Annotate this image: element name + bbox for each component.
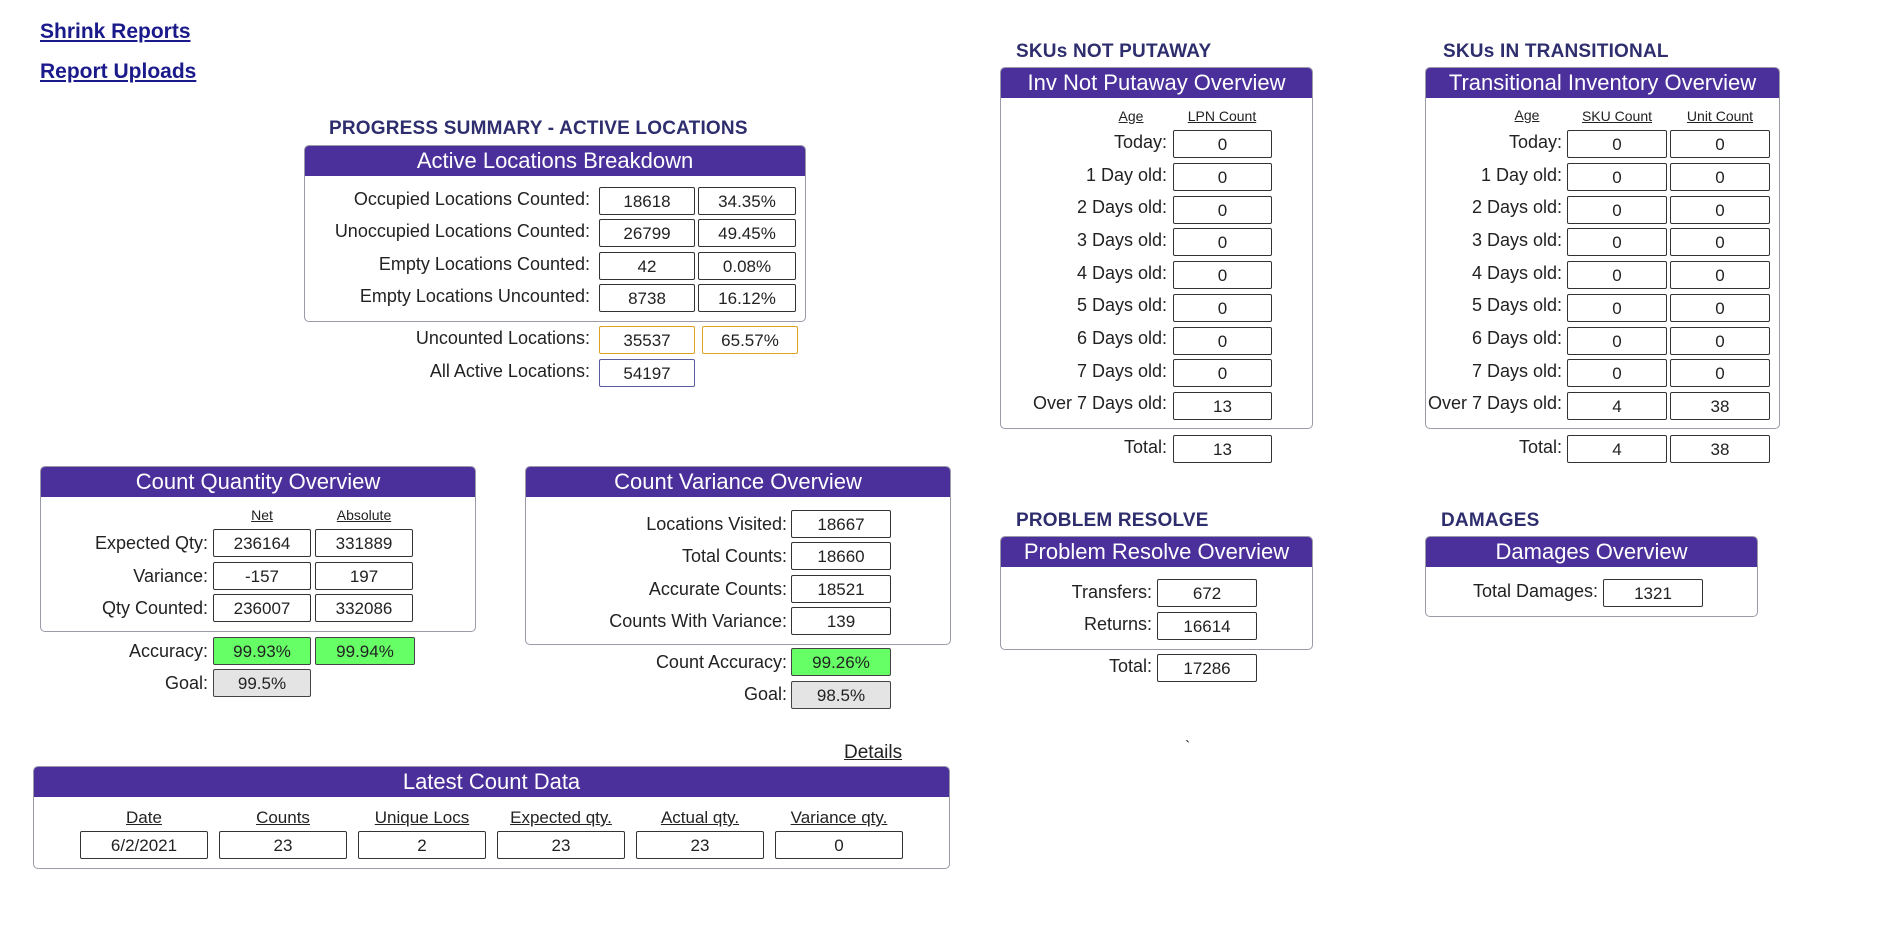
np-3days-value: 0	[1173, 228, 1272, 256]
np-6days-label: 6 Days old:	[1076, 328, 1167, 348]
occupied-counted-label: Occupied Locations Counted:	[353, 189, 590, 209]
expected-qty-label: Expected Qty:	[94, 533, 208, 553]
np-over7days-label: Over 7 Days old:	[1032, 393, 1167, 413]
tr-2days-unit: 0	[1670, 196, 1770, 224]
empty-uncounted-count: 8738	[599, 284, 695, 312]
unoccupied-counted-count: 26799	[599, 219, 695, 247]
tr-5days-label: 5 Days old:	[1471, 295, 1562, 315]
latest-expected-qty-value: 23	[497, 831, 625, 859]
tr-3days-unit: 0	[1670, 228, 1770, 256]
total-counts-label: Total Counts:	[681, 546, 787, 566]
tr-6days-label: 6 Days old:	[1471, 328, 1562, 348]
transfers-label: Transfers:	[1071, 582, 1152, 602]
count-quantity-header: Count Quantity Overview	[41, 467, 475, 497]
np-1day-value: 0	[1173, 163, 1272, 191]
transitional-col-age: Age	[1514, 107, 1540, 123]
tr-today-sku: 0	[1567, 130, 1667, 158]
latest-counts-value: 23	[219, 831, 347, 859]
count-variance-header: Count Variance Overview	[526, 467, 950, 497]
empty-counted-label: Empty Locations Counted:	[378, 254, 590, 274]
problem-resolve-title: PROBLEM RESOLVE	[1016, 510, 1209, 531]
tr-1day-sku: 0	[1567, 163, 1667, 191]
uncounted-locations-pct: 65.57%	[702, 326, 798, 354]
np-2days-label: 2 Days old:	[1076, 197, 1167, 217]
np-today-value: 0	[1173, 130, 1272, 158]
np-3days-label: 3 Days old:	[1076, 230, 1167, 250]
np-1day-label: 1 Day old:	[1085, 165, 1167, 185]
latest-col-date: Date	[126, 808, 162, 827]
qty-counted-label: Qty Counted:	[101, 598, 208, 618]
np-4days-value: 0	[1173, 261, 1272, 289]
tr-6days-sku: 0	[1567, 327, 1667, 355]
count-accuracy-label: Count Accuracy:	[655, 652, 787, 672]
variance-absolute: 197	[315, 562, 413, 590]
active-locations-header: Active Locations Breakdown	[305, 146, 805, 176]
counts-with-variance-value: 139	[791, 607, 891, 635]
not-putaway-title: SKUs NOT PUTAWAY	[1016, 41, 1212, 62]
variance-goal-label: Goal:	[743, 684, 787, 704]
transitional-col-sku: SKU Count	[1581, 108, 1653, 124]
tr-4days-sku: 0	[1567, 261, 1667, 289]
total-damages-value: 1321	[1603, 579, 1703, 607]
np-total-value: 13	[1173, 435, 1272, 463]
tr-over7days-unit: 38	[1670, 392, 1770, 420]
shrink-reports-link[interactable]: Shrink Reports	[40, 20, 191, 43]
latest-count-header: Latest Count Data	[34, 767, 949, 797]
tr-today-unit: 0	[1670, 130, 1770, 158]
total-counts-value: 18660	[791, 542, 891, 570]
tr-1day-unit: 0	[1670, 163, 1770, 191]
tr-today-label: Today:	[1508, 132, 1562, 152]
occupied-counted-pct: 34.35%	[698, 187, 796, 215]
accuracy-net: 99.93%	[213, 637, 311, 665]
damages-panel	[1425, 536, 1758, 617]
tr-over7days-sku: 4	[1567, 392, 1667, 420]
np-total-label: Total:	[1123, 437, 1167, 457]
np-7days-label: 7 Days old:	[1076, 361, 1167, 381]
latest-col-counts: Counts	[256, 808, 310, 827]
latest-col-variance-qty: Variance qty.	[790, 808, 888, 827]
tr-2days-sku: 0	[1567, 196, 1667, 224]
latest-col-actual-qty: Actual qty.	[660, 808, 740, 827]
all-active-locations-count: 54197	[599, 359, 695, 387]
np-5days-label: 5 Days old:	[1076, 295, 1167, 315]
qty-goal-value: 99.5%	[213, 669, 311, 697]
tr-7days-label: 7 Days old:	[1471, 361, 1562, 381]
np-today-label: Today:	[1113, 132, 1167, 152]
np-4days-label: 4 Days old:	[1076, 263, 1167, 283]
total-damages-label: Total Damages:	[1472, 581, 1598, 601]
tr-over7days-label: Over 7 Days old:	[1427, 393, 1562, 413]
tr-4days-unit: 0	[1670, 261, 1770, 289]
qty-goal-label: Goal:	[164, 673, 208, 693]
variance-net: -157	[213, 562, 311, 590]
tr-4days-label: 4 Days old:	[1471, 263, 1562, 283]
np-7days-value: 0	[1173, 359, 1272, 387]
latest-unique-locs-value: 2	[358, 831, 486, 859]
accurate-counts-label: Accurate Counts:	[648, 579, 787, 599]
tr-7days-unit: 0	[1670, 359, 1770, 387]
unoccupied-counted-label: Unoccupied Locations Counted:	[334, 221, 590, 241]
count-qty-col-net: Net	[251, 507, 273, 523]
variance-goal-value: 98.5%	[791, 681, 891, 709]
transitional-title: SKUs IN TRANSITIONAL	[1443, 41, 1669, 62]
accuracy-absolute: 99.94%	[315, 637, 415, 665]
transfers-value: 672	[1157, 579, 1257, 607]
count-accuracy-value: 99.26%	[791, 648, 891, 676]
tr-3days-sku: 0	[1567, 228, 1667, 256]
counts-with-variance-label: Counts With Variance:	[609, 611, 787, 631]
uncounted-locations-count: 35537	[599, 326, 695, 354]
latest-col-unique-locs: Unique Locs	[374, 808, 470, 827]
problem-total-value: 17286	[1157, 654, 1257, 682]
np-6days-value: 0	[1173, 327, 1272, 355]
all-active-locations-label: All Active Locations:	[429, 361, 590, 381]
damages-title: DAMAGES	[1441, 510, 1540, 531]
returns-label: Returns:	[1083, 614, 1152, 634]
accuracy-label: Accuracy:	[128, 641, 208, 661]
details-link[interactable]: Details	[844, 742, 903, 763]
occupied-counted-count: 18618	[599, 187, 695, 215]
latest-col-expected-qty: Expected qty.	[510, 808, 612, 827]
problem-total-label: Total:	[1108, 656, 1152, 676]
latest-date-value: 6/2/2021	[80, 831, 208, 859]
empty-counted-count: 42	[599, 252, 695, 280]
expected-qty-absolute: 331889	[315, 529, 413, 557]
empty-uncounted-label: Empty Locations Uncounted:	[359, 286, 590, 306]
tr-5days-sku: 0	[1567, 294, 1667, 322]
not-putaway-col-lpn: LPN Count	[1187, 108, 1257, 124]
accurate-counts-value: 18521	[791, 575, 891, 603]
unoccupied-counted-pct: 49.45%	[698, 219, 796, 247]
locations-visited-value: 18667	[791, 510, 891, 538]
qty-counted-absolute: 332086	[315, 594, 413, 622]
tr-7days-sku: 0	[1567, 359, 1667, 387]
tr-total-label: Total:	[1518, 437, 1562, 457]
empty-uncounted-pct: 16.12%	[698, 284, 796, 312]
qty-counted-net: 236007	[213, 594, 311, 622]
report-uploads-link[interactable]: Report Uploads	[40, 60, 197, 83]
damages-header: Damages Overview	[1426, 537, 1757, 567]
not-putaway-header: Inv Not Putaway Overview	[1001, 68, 1312, 98]
np-over7days-value: 13	[1173, 392, 1272, 420]
tr-total-sku: 4	[1567, 435, 1667, 463]
transitional-header: Transitional Inventory Overview	[1426, 68, 1779, 98]
np-2days-value: 0	[1173, 196, 1272, 224]
transitional-col-unit: Unit Count	[1686, 108, 1754, 124]
tr-5days-unit: 0	[1670, 294, 1770, 322]
tr-2days-label: 2 Days old:	[1471, 197, 1562, 217]
count-qty-col-absolute: Absolute	[336, 507, 392, 523]
variance-label: Variance:	[133, 566, 208, 586]
latest-actual-qty-value: 23	[636, 831, 764, 859]
tr-3days-label: 3 Days old:	[1471, 230, 1562, 250]
not-putaway-col-age: Age	[1118, 108, 1144, 124]
empty-counted-pct: 0.08%	[698, 252, 796, 280]
latest-variance-qty-value: 0	[775, 831, 903, 859]
tr-1day-label: 1 Day old:	[1480, 165, 1562, 185]
locations-visited-label: Locations Visited:	[646, 514, 787, 534]
stray-backtick: `	[1185, 739, 1191, 756]
returns-value: 16614	[1157, 612, 1257, 640]
uncounted-locations-label: Uncounted Locations:	[415, 328, 590, 348]
expected-qty-net: 236164	[213, 529, 311, 557]
progress-summary-title: PROGRESS SUMMARY - ACTIVE LOCATIONS	[329, 118, 748, 139]
np-5days-value: 0	[1173, 294, 1272, 322]
problem-resolve-header: Problem Resolve Overview	[1001, 537, 1312, 567]
tr-total-unit: 38	[1670, 435, 1770, 463]
tr-6days-unit: 0	[1670, 327, 1770, 355]
